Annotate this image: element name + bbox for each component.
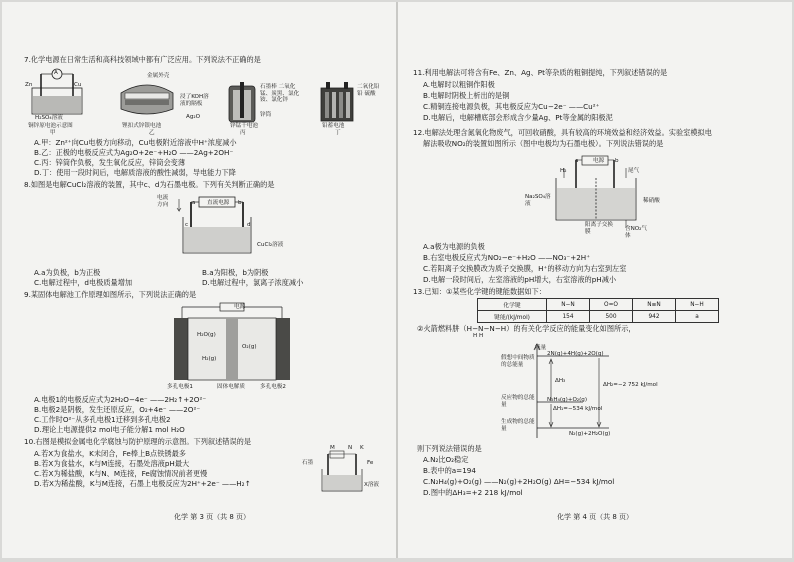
q10-graphite-label: 石墨 bbox=[302, 460, 314, 466]
q8-current-dir-label: 电流方向 bbox=[157, 195, 169, 208]
table-header-cell: N−H bbox=[676, 299, 719, 311]
q12-option-b[interactable]: B.右室电极反应式为NO₂−e⁻+H₂O ——NO₃⁻+2H⁺ bbox=[423, 253, 590, 262]
yi-shell-label: 金属外壳 bbox=[147, 73, 170, 79]
q9-electrode1-label: 多孔电极1 bbox=[167, 384, 193, 390]
jia-ammeter-label: A bbox=[54, 70, 58, 76]
bing-labels: 石墨棒 二氧化锰、炭黑、氯化铵、氯化锌 bbox=[260, 84, 300, 103]
q10-option-d[interactable]: D.若X为稀盐酸，K与M连接，石墨上电极反应为2H⁺+2e⁻ ——H₂↑ bbox=[34, 479, 251, 488]
q12-tail-gas-label: 尾气 bbox=[628, 168, 640, 174]
table-header-cell: O=O bbox=[590, 299, 633, 311]
energy-label-intermediate: 假想中间物质的总能量 bbox=[501, 355, 535, 368]
q8-option-d[interactable]: D.电解过程中，氯离子浓度减小 bbox=[202, 278, 304, 287]
jia-zn-label: Zn bbox=[25, 82, 33, 88]
q10-stem: 10.右图是模拟金属电化学腐蚀与防护原理的示意图。下列叙述错误的是 bbox=[24, 437, 252, 446]
q12-h2-label: H₂ bbox=[560, 168, 567, 174]
table-header-cell: N−N bbox=[547, 299, 590, 311]
q7-diagram-yi bbox=[119, 79, 175, 119]
yi-tag: 乙 bbox=[149, 130, 155, 136]
yi-ag2o-label: Ag₂O bbox=[186, 114, 201, 120]
q7-option-c[interactable]: C.丙：锌筒作负极，发生氧化反应，锌筒会变薄 bbox=[34, 158, 186, 167]
q11-option-d[interactable]: D.电解后，电解槽底部会形成含少量Ag、Pt等金属的阳极泥 bbox=[423, 113, 613, 122]
yi-separator-label: 浸了KOH溶液的隔板 bbox=[180, 94, 209, 107]
q12-stem-line1: 12.电解法处理含氮氧化物废气，可回收硝酸，具有较高的环境效益和经济效益。实验室模拟电 bbox=[413, 128, 712, 137]
q8-stem: 8.如图是电解CuCl₂溶液的装置，其中c、d为石墨电极。下列有关判断正确的是 bbox=[24, 180, 275, 189]
right-page-footer: 化学 第 4 页（共 8 页） bbox=[557, 513, 634, 521]
energy-dh3-label: ΔH₃ bbox=[555, 378, 566, 384]
q10-x-label: X溶液 bbox=[364, 482, 380, 488]
q9-power-label: 电源 bbox=[234, 304, 246, 310]
q12-b-label: b bbox=[615, 158, 619, 164]
q9-option-d[interactable]: D.理论上电源提供2 mol电子能分解1 mol H₂O bbox=[34, 425, 185, 434]
ding-caption: 铅蓄电池 bbox=[322, 123, 345, 129]
q10-fe-label: Fe bbox=[367, 460, 374, 466]
q8-d-label: d bbox=[247, 222, 251, 228]
table-cell: 500 bbox=[590, 311, 633, 323]
q9-h2-label: H₂(g) bbox=[202, 356, 217, 362]
jia-cu-label: Cu bbox=[74, 82, 82, 88]
table-row bbox=[478, 299, 719, 311]
q12-membrane-label: 阳离子交换膜 bbox=[585, 222, 613, 235]
q10-option-c[interactable]: C.若X为稀盐酸，K与N、M连接，Fe腐蚀情况前者更慢 bbox=[34, 469, 208, 478]
q12-na2so4-label: Na₂SO₄溶液 bbox=[525, 194, 551, 207]
energy-axis-label: 能量 bbox=[535, 345, 547, 351]
table-cell: 154 bbox=[547, 311, 590, 323]
q12-diagram bbox=[552, 154, 642, 232]
q10-m-label: M bbox=[330, 445, 335, 451]
q10-option-a[interactable]: A.若X为食盐水，K未闭合，Fe棒上B点铁锈最多 bbox=[34, 449, 186, 458]
left-page-footer: 化学 第 3 页（共 8 页） bbox=[174, 513, 251, 521]
energy-dh1-label: ΔH₁=−534 kJ/mol bbox=[553, 406, 603, 412]
bing-tag: 丙 bbox=[240, 130, 246, 136]
q12-a-label: a bbox=[575, 158, 579, 164]
q7-diagram-ding bbox=[320, 82, 354, 122]
bond-energy-table bbox=[477, 298, 719, 323]
energy-product-state: N₂(g)+2H₂O(g) bbox=[569, 431, 611, 437]
q7-diagram-bing bbox=[227, 82, 257, 124]
energy-top-state: 2N(g)+4H(g)+2O(g) bbox=[547, 351, 604, 357]
q11-option-c[interactable]: C.精铜连接电源负极，其电极反应为Cu−2e⁻ ——Cu²⁺ bbox=[423, 102, 600, 111]
jia-tag: 甲 bbox=[50, 130, 56, 136]
q8-c-label: c bbox=[185, 222, 189, 228]
q9-option-b[interactable]: B.电极2是阴极，发生还原反应，O₂+4e⁻ ——2O²⁻ bbox=[34, 405, 201, 414]
yi-caption: 锂扣式锌银电池 bbox=[122, 123, 162, 129]
q8-a-label: a bbox=[192, 200, 196, 206]
q12-stem-line2: 解法吸收NO₂的装置如图所示（图中电极均为石墨电极）。下列说法错误的是 bbox=[423, 139, 664, 148]
q8-option-a[interactable]: A.a为负极，b为正极 bbox=[34, 268, 101, 277]
q7-stem: 7.化学电源在日常生活和高科技领域中都有广泛应用。下列说法不正确的是 bbox=[24, 55, 261, 64]
q11-stem: 11.利用电解法可将含有Fe、Zn、Ag、Pt等杂质的粗铜提纯，下列叙述错误的是 bbox=[413, 68, 668, 77]
energy-reactant-state: N₂H₄(g)+O₂(g) bbox=[547, 397, 588, 403]
q8-solution-label: CuCl₂溶液 bbox=[257, 242, 284, 248]
q7-option-a[interactable]: A.甲：Zn²⁺向Cu电极方向移动，Cu电极附近溶液中H⁺浓度减小 bbox=[34, 138, 237, 147]
q12-option-c[interactable]: C.若阳离子交换膜改为质子交换膜，H⁺的移动方向为右室到左室 bbox=[423, 264, 627, 273]
right-page bbox=[397, 2, 792, 558]
table-row bbox=[478, 311, 719, 323]
q10-n-label: N bbox=[348, 445, 353, 451]
scanned-exam-sheet bbox=[2, 2, 792, 558]
q13-option-a[interactable]: A.N₂比O₂稳定 bbox=[423, 455, 469, 464]
ding-labels: 二氧化铅 铅 硫酸 bbox=[357, 84, 380, 97]
q11-option-a[interactable]: A.电解时以粗铜作阳极 bbox=[423, 80, 495, 89]
table-header-cell: 化学键 bbox=[478, 299, 547, 311]
q13-option-c[interactable]: C.N₂H₄(g)+O₂(g) ——N₂(g)+2H₂O(g) ΔH=−534 kJ/mol bbox=[423, 477, 615, 486]
q10-diagram bbox=[320, 449, 364, 493]
q9-option-c[interactable]: C.工作时O²⁻从多孔电极1迁移到多孔电极2 bbox=[34, 415, 171, 424]
q12-power-label: 电源 bbox=[593, 158, 605, 164]
q12-option-a[interactable]: A.a极为电源的负极 bbox=[423, 242, 485, 251]
q8-power-label: 直流电源 bbox=[207, 200, 230, 206]
q8-b-label: b bbox=[238, 200, 242, 206]
q9-stem: 9.某固体电解池工作原理如图所示，下列说法正确的是 bbox=[24, 290, 197, 299]
q11-option-b[interactable]: B.电解时阴极上析出的是铜 bbox=[423, 91, 510, 100]
q9-h2o-label: H₂O(g) bbox=[197, 332, 216, 338]
energy-label-reactants: 反应物的总能量 bbox=[501, 395, 535, 408]
q12-hno3-label: 稀硝酸 bbox=[643, 198, 660, 204]
q9-o2-label: O₂(g) bbox=[242, 344, 257, 350]
table-cell: 942 bbox=[633, 311, 676, 323]
energy-dh2-label: ΔH₂=−2 752 kJ/mol bbox=[603, 382, 658, 388]
bing-zn-label: 锌筒 bbox=[260, 112, 272, 118]
q12-option-d[interactable]: D.电解一段时间后，左室溶液的pH增大，右室溶液的pH减小 bbox=[423, 275, 617, 284]
energy-label-products: 生成物的总能量 bbox=[501, 419, 535, 432]
q7-option-b[interactable]: B.乙：正极的电极反应式为Ag₂O+2e⁻+H₂O ——2Ag+2OH⁻ bbox=[34, 148, 234, 157]
q13-ask: 则下列说法错误的是 bbox=[417, 444, 482, 453]
hydrazine-h-atoms: H H bbox=[473, 333, 484, 339]
left-page bbox=[2, 2, 397, 558]
jia-h2so4-label: H₂SO₄溶液 bbox=[35, 115, 63, 121]
q10-option-b[interactable]: B.若X为食盐水，K与M连接，石墨处溶液pH最大 bbox=[34, 459, 190, 468]
q7-option-d[interactable]: D.丁：使用一段时间后，电解质溶液的酸性减弱，导电能力下降 bbox=[34, 168, 236, 177]
q9-electrode2-label: 多孔电极2 bbox=[260, 384, 286, 390]
q9-diagram bbox=[172, 302, 292, 392]
q13-stem: 13.已知：①某些化学键的键能数据如下： bbox=[413, 287, 546, 296]
jia-caption: 铜锌原电池示意图 bbox=[28, 123, 73, 129]
ding-tag: 丁 bbox=[335, 130, 341, 136]
q10-k-label: K bbox=[360, 445, 364, 451]
table-cell: a bbox=[676, 311, 719, 323]
q13-option-d[interactable]: D.图中的ΔH₃=+2 218 kJ/mol bbox=[423, 488, 523, 497]
q9-option-a[interactable]: A.电极1的电极反应式为2H₂O−4e⁻ ——2H₂↑+2O²⁻ bbox=[34, 395, 207, 404]
table-cell: 键能/(kJ/mol) bbox=[478, 311, 547, 323]
q9-electrolyte-label: 固体电解质 bbox=[217, 384, 245, 390]
q13-sub2: ②火箭燃料肼（H−N−N−H）的有关化学反应的能量变化如图所示， bbox=[417, 324, 636, 333]
q8-option-b[interactable]: B.a为阳极，b为阴极 bbox=[202, 268, 269, 277]
bing-caption: 锌锰干电池 bbox=[230, 123, 258, 129]
q13-option-b[interactable]: B.表中的a=194 bbox=[423, 466, 476, 475]
q8-option-c[interactable]: C.电解过程中，d电极质量增加 bbox=[34, 278, 133, 287]
q12-no2-label: 含NO₂气体 bbox=[625, 226, 648, 239]
table-header-cell: N≡N bbox=[633, 299, 676, 311]
